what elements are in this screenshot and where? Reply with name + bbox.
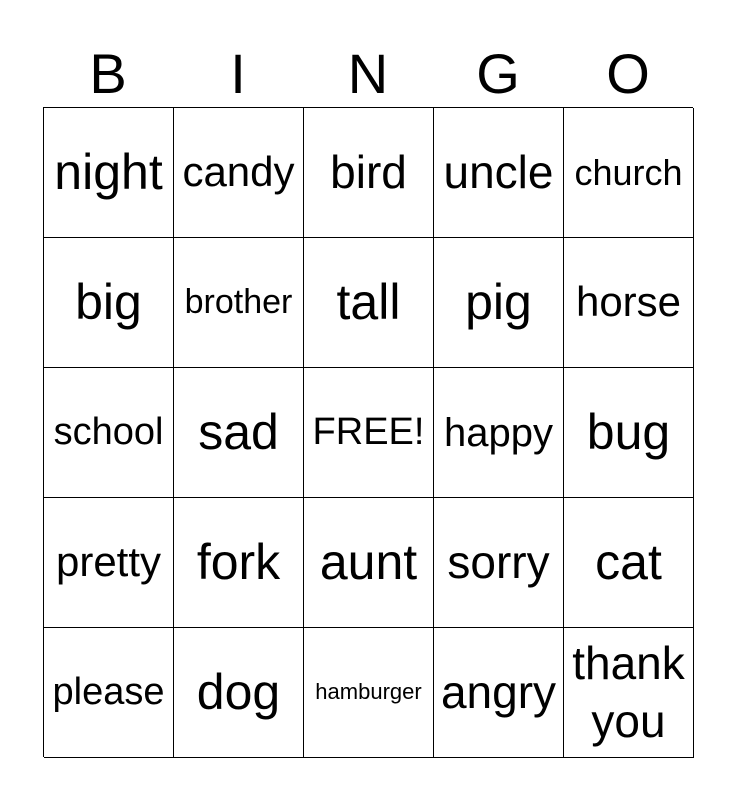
cell-word: FREE! bbox=[312, 410, 425, 453]
bingo-cell[interactable] bbox=[44, 108, 174, 238]
cell-word: pretty bbox=[55, 538, 162, 586]
bingo-cell[interactable] bbox=[174, 368, 304, 498]
bingo-cell[interactable] bbox=[304, 628, 434, 758]
cell-word: happy bbox=[444, 410, 553, 455]
cell-word: sad bbox=[198, 404, 279, 460]
cell-word: big bbox=[75, 274, 142, 330]
cell-word: school bbox=[53, 410, 164, 453]
bingo-cell[interactable] bbox=[174, 238, 304, 368]
bingo-cell[interactable] bbox=[304, 108, 434, 238]
bingo-header bbox=[43, 40, 693, 108]
bingo-cell[interactable] bbox=[174, 108, 304, 238]
bingo-cell[interactable] bbox=[44, 238, 174, 368]
bingo-cell[interactable] bbox=[434, 498, 564, 628]
bingo-cell[interactable] bbox=[44, 628, 174, 758]
bingo-cell[interactable] bbox=[564, 108, 694, 238]
bingo-cell[interactable] bbox=[564, 238, 694, 368]
cell-word: bug bbox=[586, 404, 671, 460]
bingo-cell[interactable] bbox=[174, 628, 304, 758]
cell-word: fork bbox=[196, 534, 281, 590]
bingo-cell[interactable] bbox=[434, 368, 564, 498]
header-letter-n: N bbox=[347, 42, 389, 105]
header-letter-b: B bbox=[89, 42, 127, 105]
cell-word: tall bbox=[336, 274, 401, 330]
header-letter-g: G bbox=[476, 42, 520, 105]
bingo-cell[interactable] bbox=[44, 368, 174, 498]
cell-word: thank you bbox=[572, 637, 685, 747]
cell-word: hamburger bbox=[315, 679, 422, 705]
bingo-cell[interactable] bbox=[44, 498, 174, 628]
cell-word: bird bbox=[330, 146, 407, 199]
cell-word: cat bbox=[595, 534, 662, 590]
cell-word: sorry bbox=[447, 536, 550, 589]
cell-word: angry bbox=[440, 666, 557, 719]
cell-word: brother bbox=[184, 282, 293, 321]
cell-word: candy bbox=[182, 148, 295, 196]
cell-word: night bbox=[54, 144, 163, 200]
bingo-cell[interactable] bbox=[304, 238, 434, 368]
bingo-cell[interactable] bbox=[434, 628, 564, 758]
bingo-cell[interactable] bbox=[434, 238, 564, 368]
bingo-cell[interactable] bbox=[564, 368, 694, 498]
cell-word: church bbox=[574, 151, 683, 193]
bingo-cell[interactable] bbox=[564, 498, 694, 628]
cell-word: dog bbox=[196, 664, 281, 720]
header-letter-i: I bbox=[230, 42, 246, 105]
cell-word: uncle bbox=[443, 146, 554, 199]
free-space[interactable] bbox=[304, 368, 434, 498]
cell-word: horse bbox=[575, 278, 682, 326]
bingo-cell[interactable] bbox=[564, 628, 694, 758]
bingo-board bbox=[43, 107, 693, 757]
cell-word: aunt bbox=[319, 534, 418, 590]
header-letter-o: O bbox=[606, 42, 650, 105]
cell-word: please bbox=[52, 670, 165, 713]
bingo-cell[interactable] bbox=[304, 498, 434, 628]
cell-word: pig bbox=[465, 274, 532, 330]
bingo-cell[interactable] bbox=[174, 498, 304, 628]
bingo-cell[interactable] bbox=[434, 108, 564, 238]
